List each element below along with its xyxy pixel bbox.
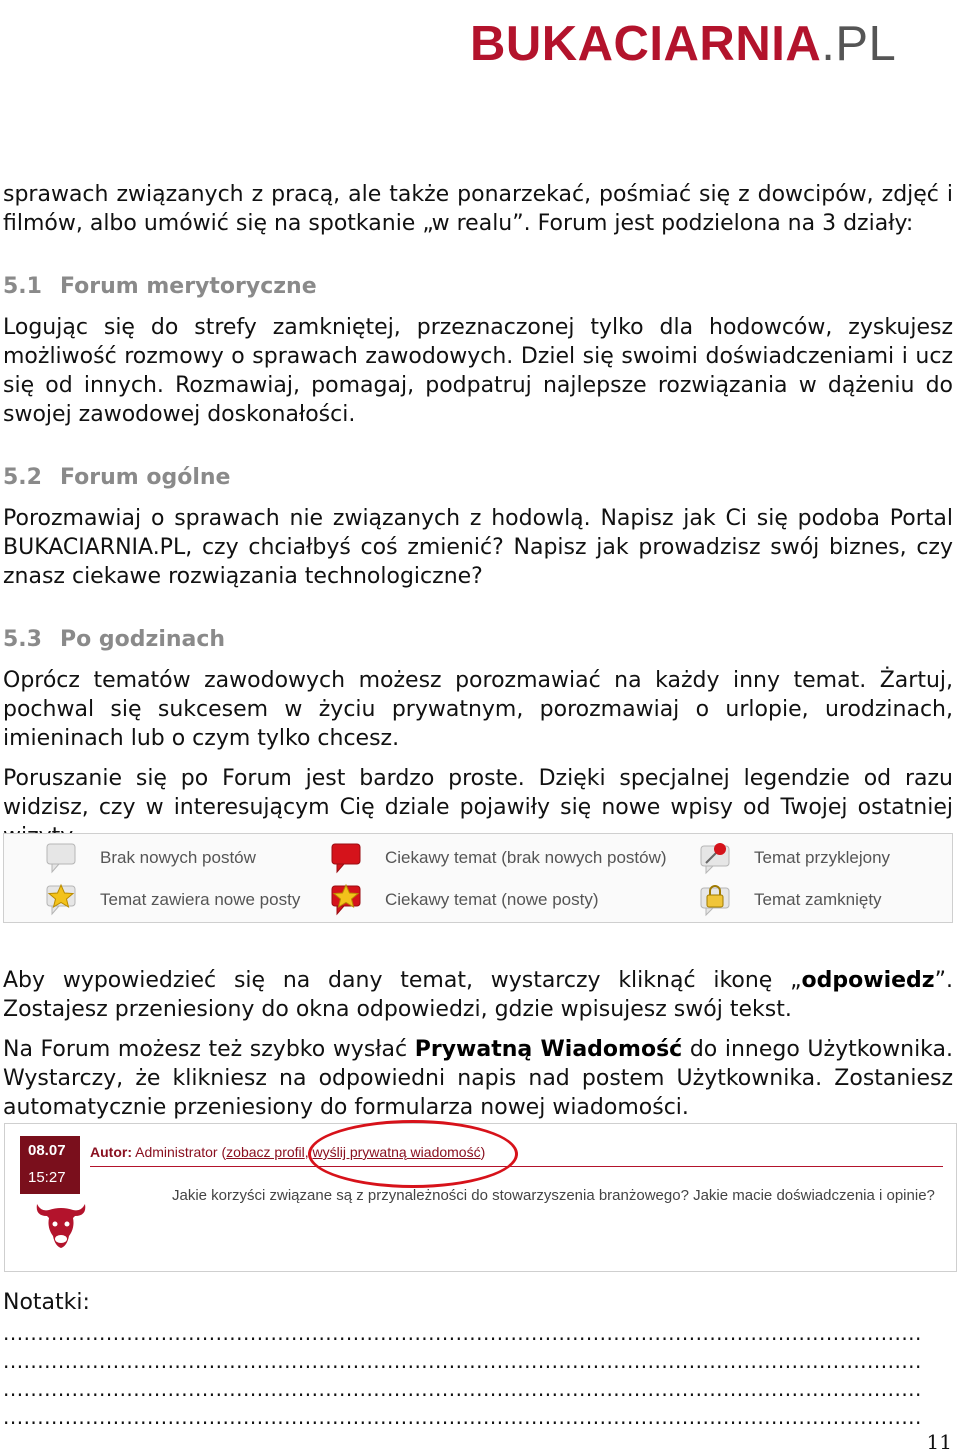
legend-item-no-new: Brak nowych postów — [44, 840, 256, 876]
section-text-5-3: Oprócz tematów zawodowych możesz porozmawiać na każdy inny temat. Żartuj, pochwal się sukcesem w życiu prywatnym, porozmawiaj o urlopie, urodzinach, imieninach lub o czym tylko chcesz. — [3, 668, 953, 751]
legend-item-hot-new: Ciekawy temat (nowe posty) — [329, 882, 599, 918]
notes-line: ...................................................................................................................................... — [3, 1379, 922, 1399]
section-heading-5-3: 5.3 Po godzinach — [3, 627, 226, 652]
legend-item-locked: Temat zamknięty — [698, 882, 882, 918]
bukaciarnia-logo — [470, 8, 950, 70]
forum-legend — [3, 833, 953, 923]
navigation-paragraph: Poruszanie się po Forum jest bardzo proste. Dzięki specjalnej legendzie od razu widzisz, czy w interesującym Cię dziale pojawiły się nowe wpisy od Twojej ostatniej — [3, 766, 953, 820]
notes-line: ...................................................................................................................................... — [3, 1351, 922, 1371]
section-heading-5-1: 5.1 Forum merytoryczne — [3, 274, 317, 299]
post-author-line: Autor: Administrator (zobacz profil, wyślij prywatną wiadomość) — [90, 1144, 486, 1160]
grey-bubble-icon — [44, 841, 78, 875]
legend-item-new-posts: Temat zawiera nowe posty — [44, 882, 300, 918]
notes-label: Notatki: — [3, 1290, 90, 1315]
post-text: Jakie korzyści związane są z przynależności do stowarzyszenia branżowego? Jakie macie doświadczenia i opinie? — [172, 1187, 935, 1204]
section-text-5-2: Porozmawiaj o sprawach nie związanych z hodowlą. Napisz jak Ci się podoba Portal BUKACIARNIA.PL, czy chciałbyś coś zmienić? Napisz jak prowadzisz swój biznes, czy znasz ciekawe rozwiązania technologiczne? — [3, 506, 953, 589]
post-divider — [90, 1166, 943, 1167]
page-number: 11 — [926, 1430, 952, 1454]
legend-item-hot-no-new: Ciekawy temat (brak nowych postów) — [329, 840, 667, 876]
legend-item-sticky: Temat przyklejony — [698, 840, 890, 876]
logo-text: BUKACIARNIA.PL — [470, 17, 897, 71]
notes-line: ...................................................................................................................................... — [3, 1407, 922, 1427]
bull-head-icon — [31, 1194, 91, 1254]
pm-paragraph: Na Forum możesz też szybko wysłać Prywatną Wiadomość do innego Użytkownika. Wystarczy, że klikniesz na odpowiedni napis nad postem Użytkownika. Zostaniesz automatycznie przeniesiony do formularza nowej wiadomości. — [3, 1037, 954, 1120]
send-private-message-link[interactable]: wyślij prywatną wiadomość — [312, 1144, 481, 1160]
pin-icon — [698, 841, 732, 875]
grey-bubble-star-icon — [44, 883, 78, 917]
notes-line: ...................................................................................................................................... — [3, 1323, 922, 1343]
view-profile-link[interactable]: zobacz profil — [226, 1144, 305, 1160]
intro-paragraph: sprawach związanych z pracą, ale także ponarzekać, pośmiać się z dowcipów, zdjęć i filmów, albo umówić się na spotkanie „w realu”. Forum jest podzielona na 3 działy: — [3, 182, 953, 236]
red-bubble-star-icon — [329, 883, 363, 917]
highlight-ring — [308, 1120, 518, 1188]
section-text-5-1: Logując się do strefy zamkniętej, przeznaczonej tylko dla hodowców, zyskujesz możliwość rozmowy o sprawach zawodowych. Dziel się swoimi doświadczeniami i ucz się od innych. Rozmawiaj, pomagaj, podpatruj najlepsze rozwiązania w dążeniu do swojej zawodowej doskonałości. — [3, 315, 953, 427]
post-date-box: 08.07 15:27 — [20, 1136, 80, 1194]
lock-icon — [698, 883, 732, 917]
section-heading-5-2: 5.2 Forum ogólne — [3, 465, 231, 490]
reply-paragraph: Aby wypowiedzieć się na dany temat, wystarczy kliknąć ikonę „odpowiedz”. Zostajesz przeniesiony do okna odpowiedzi, gdzie wpisujesz swój tekst. — [3, 968, 953, 1022]
red-bubble-icon — [329, 841, 363, 875]
